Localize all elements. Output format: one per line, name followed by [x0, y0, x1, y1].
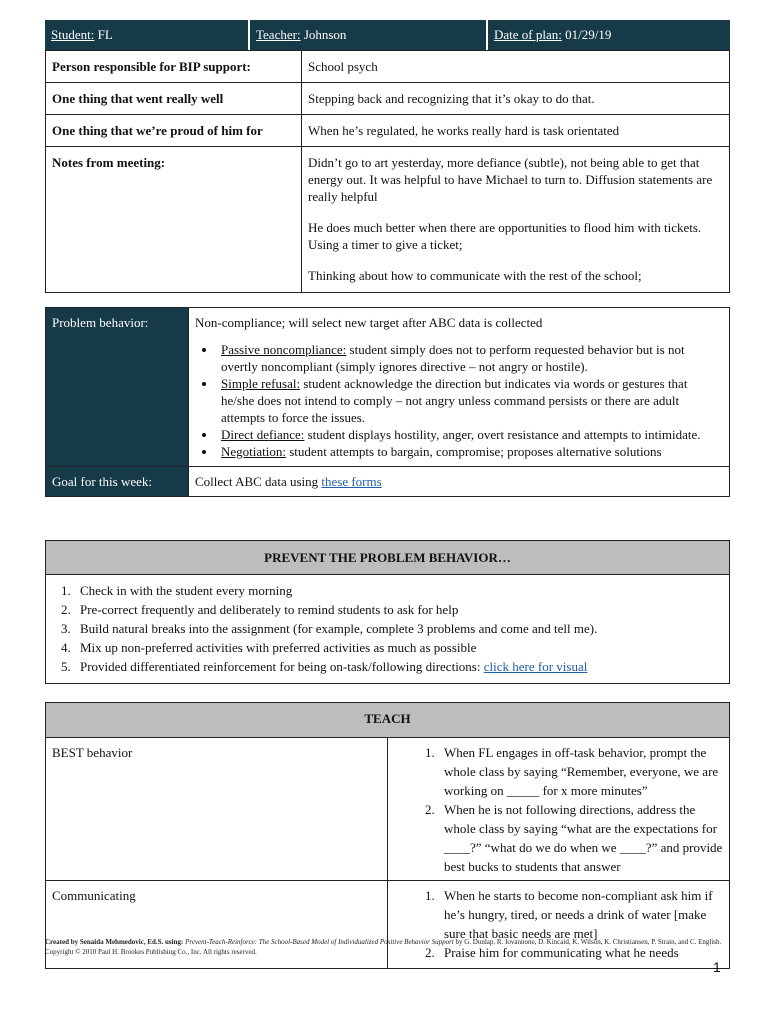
list-item: 2. Praise him for communicating what he needs — [438, 943, 723, 962]
went-well-value: Stepping back and recognizing that it’s okay to do that. — [302, 83, 730, 115]
list-item: 1. When FL engages in off-task behavior, prompt the whole class by saying “Remember, everyone, we are working on _____ for x more minutes” — [438, 743, 723, 800]
bip-support-label: Person responsible for BIP support: — [46, 51, 302, 83]
student-cell — [45, 20, 250, 50]
table-row — [46, 738, 730, 881]
table-row — [46, 147, 730, 293]
communicating-label: Communicating — [46, 881, 388, 969]
list-item: 1. When he starts to become non-compliant ask him if he’s hungry, tired, or needs a drink of water [make sure that basic needs are met] — [438, 886, 723, 943]
behavior-description: student simply does not to perform requested behavior but is not overtly noncompliant (simply ignores directive – not angry or hostile). — [221, 342, 685, 374]
teach-heading: TEACH — [46, 703, 730, 738]
list-item — [74, 657, 729, 676]
prevent-heading: PREVENT THE PROBLEM BEHAVIOR… — [46, 541, 729, 575]
goal-cell — [189, 467, 730, 497]
list-item — [217, 341, 723, 375]
teach-table — [45, 702, 730, 969]
behavior-description: student acknowledge the direction but indicates via words or gestures that he/she does not intend to comply – not angry unless command persists or there are adult attempts to force the issues. — [221, 376, 688, 425]
went-well-label: One thing that went really well — [46, 83, 302, 115]
footer-created: Created by Senaida Mehmedovic, Ed.S. using: — [45, 938, 186, 946]
list-item: 3. Build natural breaks into the assignment (for example, complete 3 problems and come and tell me). — [74, 619, 729, 638]
date-label: Date of plan: — [494, 27, 562, 42]
behavior-term: Negotiation: — [221, 444, 286, 459]
table-row — [46, 115, 730, 147]
best-behavior-cell — [388, 738, 730, 881]
teacher-value: Johnson — [303, 27, 347, 42]
list-item: 2. Pre-correct frequently and deliberately to remind students to ask for help — [74, 600, 729, 619]
list-item: 4. Mix up non-preferred activities with preferred activities as much as possible — [74, 638, 729, 657]
goal-label: Goal for this week: — [46, 467, 189, 497]
click-here-for-visual-link[interactable]: click here for visual — [483, 659, 588, 674]
student-value: FL — [97, 27, 113, 42]
notes-paragraph: Didn’t go to art yesterday, more defiance (subtle), not being able to get that energy out. It was helpful to have Michael to turn to. Diffusion statements are really helpful — [308, 155, 713, 204]
best-behavior-label: BEST behavior — [46, 738, 388, 881]
behavior-term: Passive noncompliance: — [221, 342, 347, 357]
behavior-type-list — [195, 341, 723, 460]
goal-text: Collect ABC data using — [195, 474, 322, 489]
behavior-description: student displays hostility, anger, overt resistance and attempts to intimidate. — [304, 427, 701, 442]
table-row — [46, 51, 730, 83]
notes-paragraph: Thinking about how to communicate with the rest of the school; — [308, 268, 642, 283]
table-row — [46, 83, 730, 115]
behavior-term: Simple refusal: — [221, 376, 301, 391]
table-row — [46, 308, 730, 467]
list-item — [217, 443, 723, 460]
teacher-label: Teacher: — [256, 27, 301, 42]
list-item — [217, 375, 723, 426]
list-item — [217, 426, 723, 443]
problem-behavior-table — [45, 307, 730, 497]
problem-intro: Non-compliance; will select new target after ABC data is collected — [195, 315, 543, 330]
these-forms-link[interactable]: these forms — [321, 474, 382, 489]
footer-source-title: Prevent-Teach-Reinforce: The School-Based Model of Individualized Positive Behavior Support — [185, 938, 454, 946]
list-item: 2. When he is not following directions, address the whole class by saying “what are the expectations for ____?” “what do we do when we ____?” and provide best bucks to students that answer — [438, 800, 723, 876]
teacher-cell — [250, 20, 488, 50]
notes-paragraph: He does much better when there are opportunities to flood him with tickets. Using a timer to give a ticket; — [308, 220, 702, 252]
footer-credits: by G. Dunlap, R. Iovannone, D. Kincaid, K. Wilson, K. Christiansen, P. Strain, and C. English. Copyright © 2010 Paul H. Brookes Publishing Co., Inc. All rights reserved. — [45, 938, 722, 956]
prevent-item-text: Provided differentiated reinforcement for being on-task/following directions: — [80, 659, 484, 674]
table-row — [46, 467, 730, 497]
plan-header — [45, 20, 730, 50]
problem-behavior-cell — [189, 308, 730, 467]
info-table — [45, 50, 730, 293]
behavior-term: Direct defiance: — [221, 427, 305, 442]
list-item: 1. Check in with the student every morning — [74, 581, 729, 600]
date-cell — [488, 20, 730, 50]
date-value: 01/29/19 — [565, 27, 612, 42]
copyright-footer — [45, 937, 735, 957]
page-number: 1 — [713, 959, 721, 975]
problem-behavior-label: Problem behavior: — [46, 308, 189, 467]
prevent-list — [46, 581, 729, 676]
table-row — [46, 703, 730, 738]
notes-label: Notes from meeting: — [46, 147, 302, 293]
bip-support-value: School psych — [302, 51, 730, 83]
behavior-description: student attempts to bargain, compromise; proposes alternative solutions — [286, 444, 662, 459]
student-label: Student: — [51, 27, 95, 42]
proud-label: One thing that we’re proud of him for — [46, 115, 302, 147]
notes-cell — [302, 147, 730, 293]
proud-value: When he’s regulated, he works really hard is task orientated — [302, 115, 730, 147]
prevent-section — [45, 540, 730, 684]
